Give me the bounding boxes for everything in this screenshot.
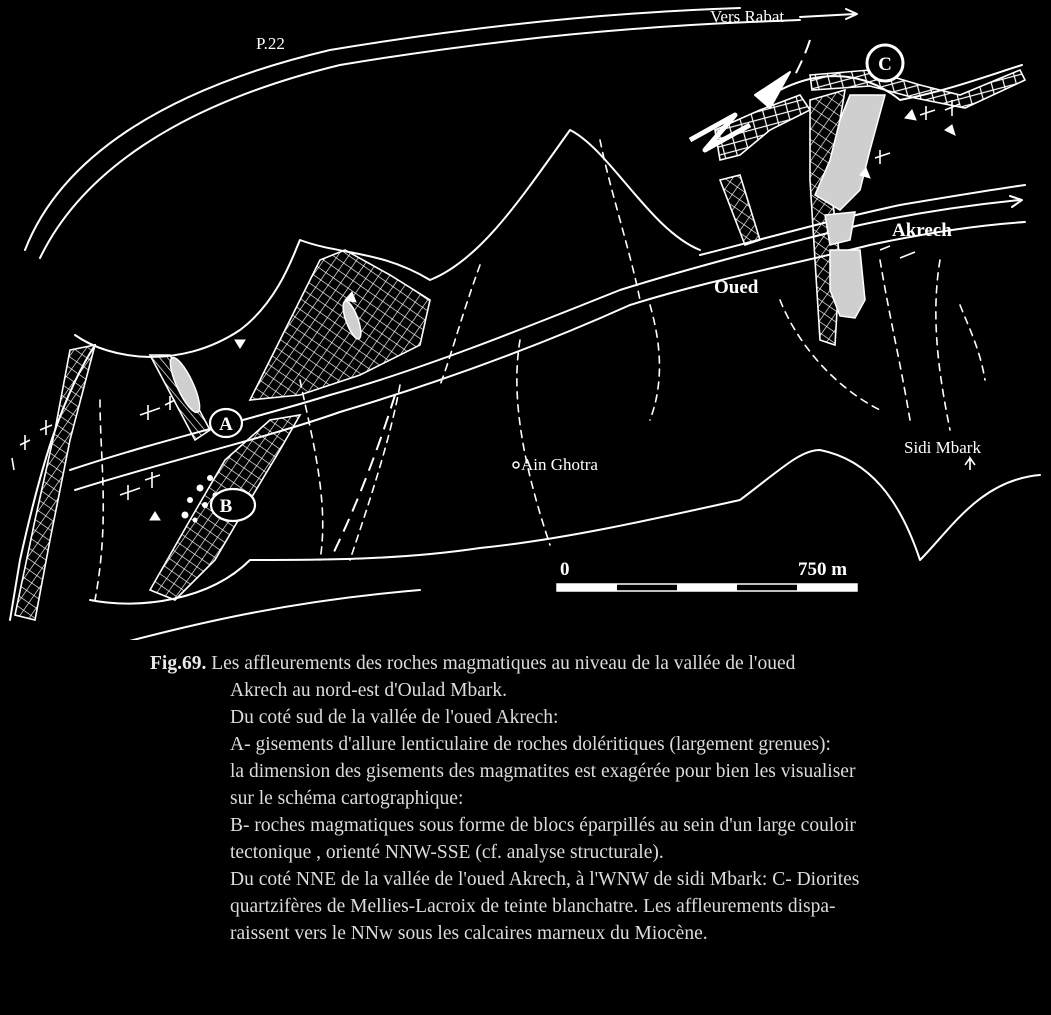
block xyxy=(187,497,193,503)
fault-line-center xyxy=(330,395,395,560)
marker-b-label: B xyxy=(219,496,233,517)
outcrop-ne-brick xyxy=(715,95,810,160)
road-p22-inner xyxy=(40,20,800,258)
diorite-lens-middle xyxy=(825,212,855,245)
caption-line: la dimension des gisements des magmatites est exagérée pour bien les visualiser xyxy=(230,761,856,782)
marker-a xyxy=(210,409,242,437)
sidi-mbark-label: Sidi Mbark xyxy=(904,438,981,457)
caption-line: raissent vers le NNw sous les calcaires marneux du Miocène. xyxy=(230,923,708,944)
caption-line: tectonique , orienté NNW-SSE (cf. analyse structurale). xyxy=(230,842,664,863)
tributary-8 xyxy=(936,260,950,430)
tributary-3 xyxy=(600,140,640,300)
figure-caption xyxy=(150,650,1045,947)
caption-line: sur le schéma cartographique: xyxy=(230,788,464,809)
marker-b xyxy=(211,489,255,521)
scale-bar xyxy=(557,584,857,591)
block xyxy=(182,512,189,519)
marker-c-label: C xyxy=(878,54,892,75)
caption-line: Du coté NNE de la vallée de l'oued Akrech, à l'WNW de sidi Mbark: C- Diorites xyxy=(230,869,860,890)
south-boundary xyxy=(60,590,420,640)
caption-line: quartzifères de Mellies-Lacroix de teinte blanchatre. Les affleurements dispa- xyxy=(230,896,836,917)
block xyxy=(197,485,204,492)
caption-first-line: Les affleurements des roches magmatiques au niveau de la vallée de l'oued xyxy=(211,653,796,674)
tributary-7 xyxy=(880,260,910,420)
tributary-6 xyxy=(95,400,103,600)
block xyxy=(193,518,198,523)
road-label: P.22 xyxy=(256,34,285,53)
oued-label: Oued xyxy=(714,277,759,298)
marker-a-label: A xyxy=(219,414,233,435)
caption-line: B- roches magmatiques sous forme de blocs éparpillés au sein d'un large couloir xyxy=(230,815,856,836)
tributary-11 xyxy=(650,305,659,420)
scale-start-label: 0 xyxy=(560,559,570,580)
scale-end-label: 750 m xyxy=(798,559,848,580)
tributary-2 xyxy=(517,340,550,545)
caption-line: Du coté sud de la vallée de l'oued Akrech: xyxy=(230,707,559,728)
block xyxy=(207,475,213,481)
fault-line-ne xyxy=(795,40,810,75)
road-p22-outer xyxy=(25,8,740,250)
ain-ghotra-label: Ain Ghotra xyxy=(521,455,598,474)
tributary-10 xyxy=(960,305,985,380)
spring-icon xyxy=(513,462,519,468)
caption-line: A- gisements d'allure lenticulaire de roches doléritiques (largement grenues): xyxy=(230,734,831,755)
block xyxy=(202,502,208,508)
caption-line: Akrech au nord-est d'Oulad Mbark. xyxy=(230,680,507,701)
marker-c xyxy=(867,45,903,81)
direction-arrow-line xyxy=(800,14,855,17)
tributary-1 xyxy=(350,385,400,560)
figure-label: Fig.69. xyxy=(150,653,207,674)
akrech-label: Akrech xyxy=(892,220,952,241)
outcrop-ne-hatch-2 xyxy=(720,175,760,245)
outcrop-north-a xyxy=(250,250,430,400)
oued-lower-bank xyxy=(75,222,1025,490)
direction-label: Vers Rabat xyxy=(710,7,785,26)
outcrop-left-band xyxy=(15,345,95,620)
tributary-5 xyxy=(300,380,323,560)
